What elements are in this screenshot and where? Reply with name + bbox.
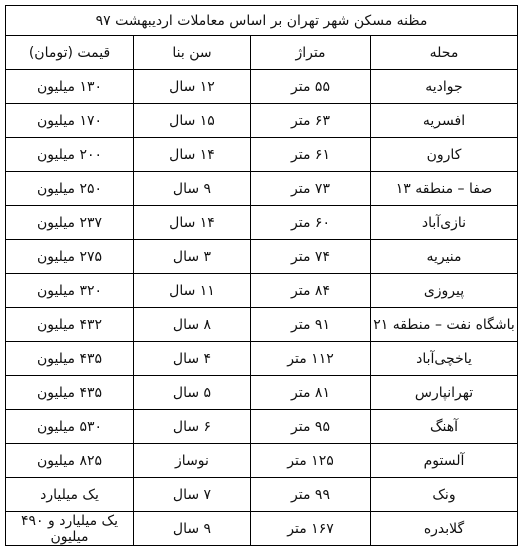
building-age-cell: ۹ سال [134, 512, 251, 546]
price-cell: ۲۰۰ میلیون [6, 138, 134, 172]
building-age-cell: ۶ سال [134, 410, 251, 444]
area-cell: ۶۳ متر [251, 104, 371, 138]
price-cell: ۲۷۵ میلیون [6, 240, 134, 274]
building-age-cell: ۱۴ سال [134, 206, 251, 240]
building-age-cell: ۸ سال [134, 308, 251, 342]
table-row [6, 308, 518, 342]
housing-price-table-container [5, 5, 517, 546]
neighborhood-cell: تهرانپارس [371, 376, 518, 410]
table-row [6, 376, 518, 410]
area-cell: ۱۱۲ متر [251, 342, 371, 376]
price-cell: ۱۷۰ میلیون [6, 104, 134, 138]
area-cell: ۷۳ متر [251, 172, 371, 206]
table-row [6, 444, 518, 478]
table-row [6, 104, 518, 138]
neighborhood-cell: افسریه [371, 104, 518, 138]
table-body [6, 70, 518, 546]
area-cell: ۹۹ متر [251, 478, 371, 512]
neighborhood-cell: گلابدره [371, 512, 518, 546]
building-age-cell: نوساز [134, 444, 251, 478]
building-age-cell: ۱۱ سال [134, 274, 251, 308]
price-cell: یک میلیارد [6, 478, 134, 512]
neighborhood-cell: آهنگ [371, 410, 518, 444]
neighborhood-cell: آلستوم [371, 444, 518, 478]
building-age-cell: ۹ سال [134, 172, 251, 206]
table-row [6, 206, 518, 240]
building-age-cell: ۷ سال [134, 478, 251, 512]
table-row [6, 410, 518, 444]
neighborhood-cell: ونک [371, 478, 518, 512]
table-row [6, 478, 518, 512]
area-cell: ۷۴ متر [251, 240, 371, 274]
table-row [6, 172, 518, 206]
header-row [6, 36, 518, 70]
price-cell: ۸۲۵ میلیون [6, 444, 134, 478]
building-age-cell: ۱۵ سال [134, 104, 251, 138]
neighborhood-cell: یاخچی‌آباد [371, 342, 518, 376]
neighborhood-cell: جوادیه [371, 70, 518, 104]
housing-price-table [5, 5, 518, 546]
price-cell: ۳۲۰ میلیون [6, 274, 134, 308]
table-row [6, 70, 518, 104]
neighborhood-cell: نازی‌آباد [371, 206, 518, 240]
building-age-cell: ۱۴ سال [134, 138, 251, 172]
price-cell: ۴۳۵ میلیون [6, 376, 134, 410]
table-row [6, 342, 518, 376]
column-header-neighborhood: محله [371, 36, 518, 70]
price-cell: ۵۳۰ میلیون [6, 410, 134, 444]
area-cell: ۶۰ متر [251, 206, 371, 240]
area-cell: ۵۵ متر [251, 70, 371, 104]
price-cell: ۱۳۰ میلیون [6, 70, 134, 104]
column-header-area: متراژ [251, 36, 371, 70]
neighborhood-cell: منیریه [371, 240, 518, 274]
price-cell: ۲۳۷ میلیون [6, 206, 134, 240]
building-age-cell: ۵ سال [134, 376, 251, 410]
neighborhood-cell: صفا – منطقه ۱۳ [371, 172, 518, 206]
price-cell: ۲۵۰ میلیون [6, 172, 134, 206]
area-cell: ۸۴ متر [251, 274, 371, 308]
area-cell: ۱۲۵ متر [251, 444, 371, 478]
column-header-building-age: سن بنا [134, 36, 251, 70]
building-age-cell: ۴ سال [134, 342, 251, 376]
table-title: مظنه مسکن شهر تهران بر اساس معاملات اردیبهشت ۹۷ [6, 6, 518, 36]
area-cell: ۶۱ متر [251, 138, 371, 172]
area-cell: ۹۵ متر [251, 410, 371, 444]
area-cell: ۱۶۷ متر [251, 512, 371, 546]
table-row [6, 512, 518, 546]
building-age-cell: ۱۲ سال [134, 70, 251, 104]
neighborhood-cell: پیروزی [371, 274, 518, 308]
table-row [6, 138, 518, 172]
price-cell: ۴۳۵ میلیون [6, 342, 134, 376]
table-row [6, 274, 518, 308]
area-cell: ۸۱ متر [251, 376, 371, 410]
neighborhood-cell: باشگاه نفت – منطقه ۲۱ [371, 308, 518, 342]
area-cell: ۹۱ متر [251, 308, 371, 342]
price-cell: ۴۳۲ میلیون [6, 308, 134, 342]
table-row [6, 240, 518, 274]
neighborhood-cell: کارون [371, 138, 518, 172]
price-cell: یک میلیارد و ۴۹۰ میلیون [6, 512, 134, 546]
building-age-cell: ۳ سال [134, 240, 251, 274]
column-header-price: قیمت (تومان) [6, 36, 134, 70]
